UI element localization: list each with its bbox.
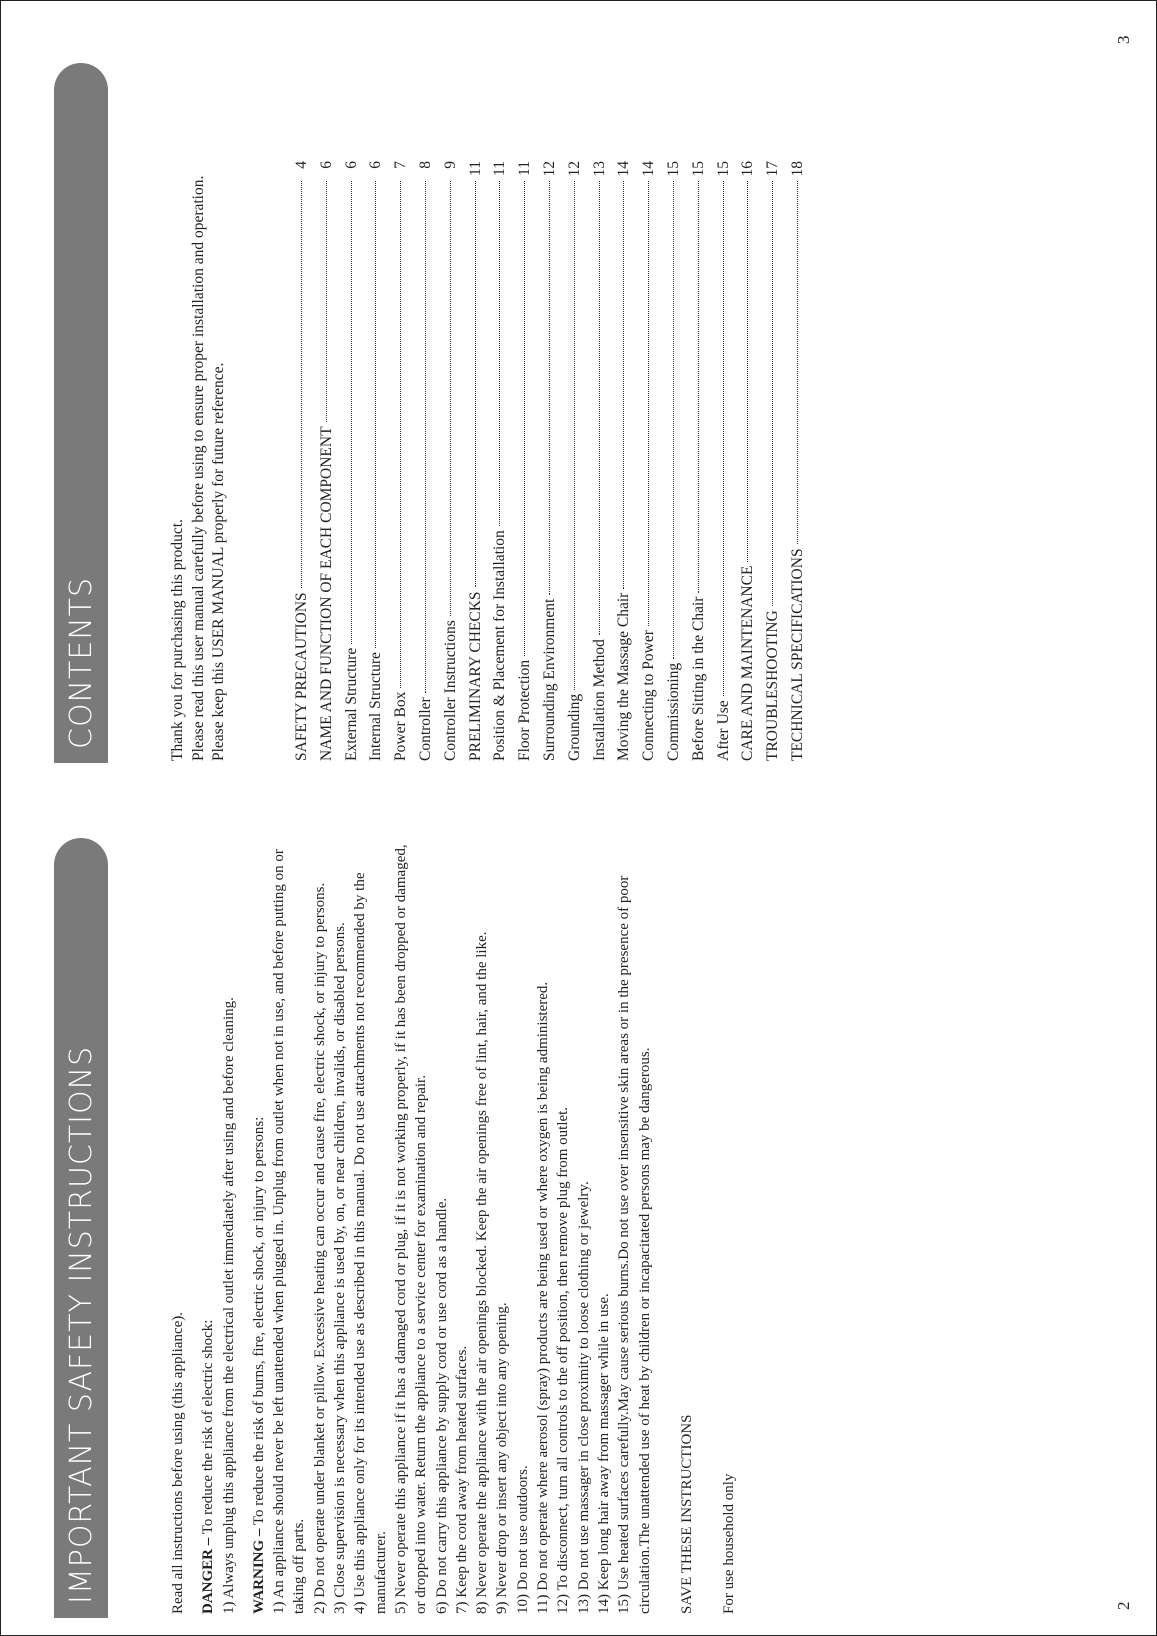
contents-title: CONTENTS [63, 576, 99, 749]
safety-item-4: 4) Use this appliance only for its intended use as described in this manual. Do not use attachments not recommended by the manufacturer. [352, 872, 389, 1614]
toc-label: Connecting to Power [640, 630, 658, 761]
safety-intro: Read all instructions before using (this appliance). [170, 1312, 186, 1614]
toc-label: External Structure [342, 647, 360, 761]
toc-entry [637, 161, 662, 761]
toc-entry [414, 161, 439, 761]
toc-leader-dots [326, 181, 327, 422]
toc-leader-dots [549, 181, 550, 595]
toc-label: Grounding [565, 693, 583, 761]
toc-label: Controller Instructions [441, 620, 459, 761]
toc-leader-dots [351, 181, 352, 644]
toc-entry [389, 161, 414, 761]
toc-entry [736, 161, 761, 761]
toc-page-number: 11 [466, 161, 484, 176]
safety-item-12: 12) To disconnect, turn all controls to the off position, then remove plug from outlet. [555, 1106, 572, 1614]
toc-page-number: 14 [615, 161, 633, 177]
toc-entry [464, 161, 489, 761]
safety-item-10: 10) Do not use outdoors. [514, 1465, 531, 1614]
toc-leader-dots [375, 181, 376, 648]
toc-page-number: 9 [441, 161, 459, 169]
toc-label: TROUBLESHOOTING [764, 610, 782, 761]
toc-entry [761, 161, 786, 761]
toc-page-number: 6 [342, 161, 360, 169]
warning-line [249, 839, 269, 1614]
toc-leader-dots [425, 181, 426, 693]
toc-entry [563, 161, 588, 761]
safety-instructions [168, 839, 739, 1614]
toc-entry [538, 161, 563, 761]
toc-label: Internal Structure [367, 652, 385, 761]
safety-item-5: 5) Never operate this appliance if it has a damaged cord or plug, if it is not working properly, if it has been dropped or damaged, or dropped into water. Return the appliance to a service center for examination and repair. [392, 844, 430, 1614]
intro-line: Please read this user manual carefully before using to ensure proper installation and operation. [189, 175, 207, 761]
table-of-contents [290, 161, 811, 761]
safety-title-banner [54, 838, 108, 1618]
toc-label: Installation Method [590, 639, 608, 761]
toc-leader-dots [475, 181, 476, 587]
safety-item-2: 2) Do not operate under blanket or pillow. Excessive heating can occur and cause fire, electric shock, or injury to persons. [311, 882, 328, 1614]
toc-entry [687, 161, 712, 761]
toc-entry [315, 161, 340, 761]
toc-page-number: 11 [516, 161, 534, 176]
toc-leader-dots [400, 181, 401, 688]
toc-leader-dots [747, 181, 748, 562]
toc-entry [364, 161, 389, 761]
household-note: For use household only [721, 1473, 738, 1614]
toc-page-number: 6 [317, 161, 335, 169]
toc-leader-dots [673, 181, 674, 659]
toc-leader-dots [499, 181, 500, 526]
toc-label: Power Box [392, 691, 410, 761]
toc-label: Surrounding Environment [540, 598, 558, 761]
toc-leader-dots [698, 181, 699, 593]
warning-text: To reduce the risk of burns, fire, electric shock, or injury to persons: [250, 1116, 267, 1529]
toc-label: Floor Protection [516, 659, 534, 761]
toc-label: PRELIMINARY CHECKS [466, 591, 484, 761]
toc-page-number: 4 [293, 161, 310, 169]
toc-leader-dots [524, 181, 525, 656]
contents-intro [168, 61, 230, 761]
toc-page-number: 7 [392, 161, 410, 169]
toc-page-number: 18 [788, 161, 806, 177]
safety-item-13: 13) Do not use massager in close proximity to loose clothing or jewelry. [575, 1181, 592, 1614]
safety-item-6: 6) Do not carry this appliance by supply cord or use cord as a handle. [433, 1197, 450, 1614]
toc-page-number: 6 [367, 161, 385, 169]
safety-item-8: 8) Never operate the appliance with the air openings blocked. Keep the air openings free of lint, hair, and the like. [474, 931, 491, 1614]
danger-text: To reduce the risk of electric shock: [200, 1319, 217, 1538]
toc-page-number: 15 [689, 161, 707, 177]
warning-label: WARNING – [250, 1528, 267, 1614]
toc-leader-dots [772, 181, 773, 606]
toc-label: Commissioning [664, 662, 682, 761]
toc-entry [588, 161, 613, 761]
toc-entry [786, 161, 811, 761]
toc-page-number: 12 [565, 161, 583, 177]
safety-item-11: 11) Do not operate where aerosol (spray) products are being used or where oxygen is being administered. [535, 981, 552, 1614]
toc-leader-dots [797, 181, 798, 544]
toc-entry [662, 161, 687, 761]
toc-label: TECHNICAL SPECIFICATIONS [788, 548, 806, 761]
contents-title-banner [54, 63, 108, 763]
toc-leader-dots [450, 181, 451, 616]
toc-label: After Use [714, 700, 732, 761]
safety-item-1: 1) An appliance should never be left unattended when plugged in. Unplug from outlet when not in use, and before putting on or taking off parts. [271, 849, 308, 1614]
safety-item-7: 7) Keep the cord away from heated surfaces. [453, 1345, 470, 1614]
toc-page-number: 8 [416, 161, 434, 169]
toc-label: Moving the Massage Chair [615, 592, 633, 761]
safety-item-9: 9) Never drop or insert any object into any opening. [494, 1302, 511, 1614]
safety-item-3: 3) Close supervision is necessary when this appliance is used by, on, or near children, invalids, or disabled persons. [332, 922, 349, 1614]
intro-line: Thank you for purchasing this product. [169, 519, 186, 761]
toc-entry [712, 161, 737, 761]
toc-entry [612, 161, 637, 761]
intro-line: Please keep this USER MANUAL properly for future reference. [210, 362, 227, 761]
danger-item: 1) Always unplug this appliance from the electrical outlet immediately after using and before cleaning. [220, 997, 237, 1614]
save-instructions: SAVE THESE INSTRUCTIONS [678, 1414, 695, 1614]
toc-label: Controller [416, 697, 434, 761]
toc-leader-dots [648, 181, 649, 626]
toc-label: SAFETY PRECAUTIONS [293, 592, 310, 761]
toc-label: NAME AND FUNCTION OF EACH COMPONENT [317, 426, 335, 761]
toc-leader-dots [574, 181, 575, 690]
toc-entry [439, 161, 464, 761]
toc-leader-dots [599, 181, 600, 635]
toc-page-number: 12 [540, 161, 558, 177]
safety-item-14: 14) Keep long hair away from massager while in use. [595, 1293, 612, 1614]
toc-page-number: 14 [640, 161, 658, 177]
page-number-right: 3 [1114, 35, 1133, 44]
safety-title: IMPORTANT SAFETY INSTRUCTIONS [63, 1045, 99, 1604]
toc-page-number: 11 [491, 161, 509, 176]
toc-page-number: 13 [590, 161, 608, 177]
toc-label: Before Sitting in the Chair [689, 596, 707, 761]
page-number-left: 2 [1114, 1601, 1133, 1610]
toc-page-number: 15 [664, 161, 682, 177]
danger-label: DANGER – [200, 1537, 217, 1614]
toc-label: CARE AND MAINTENANCE [739, 565, 757, 761]
toc-entry [488, 161, 513, 761]
toc-page-number: 16 [739, 161, 757, 177]
toc-entry [513, 161, 538, 761]
toc-leader-dots [723, 181, 724, 696]
toc-leader-dots [623, 181, 624, 589]
toc-page-number: 17 [764, 161, 782, 177]
toc-entry [290, 161, 315, 761]
danger-line [198, 839, 218, 1614]
safety-item-15: 15) Use heated surfaces carefully.May cause serious burns.Do not use over insensitive skin areas or in the presence of poor circulation.The unattended use of heat by children or incapacitated persons may be dangerous. [616, 875, 653, 1614]
toc-page-number: 15 [714, 161, 732, 177]
toc-label: Position & Placement for Installation [491, 530, 509, 761]
toc-leader-dots [301, 181, 302, 588]
toc-entry [340, 161, 365, 761]
